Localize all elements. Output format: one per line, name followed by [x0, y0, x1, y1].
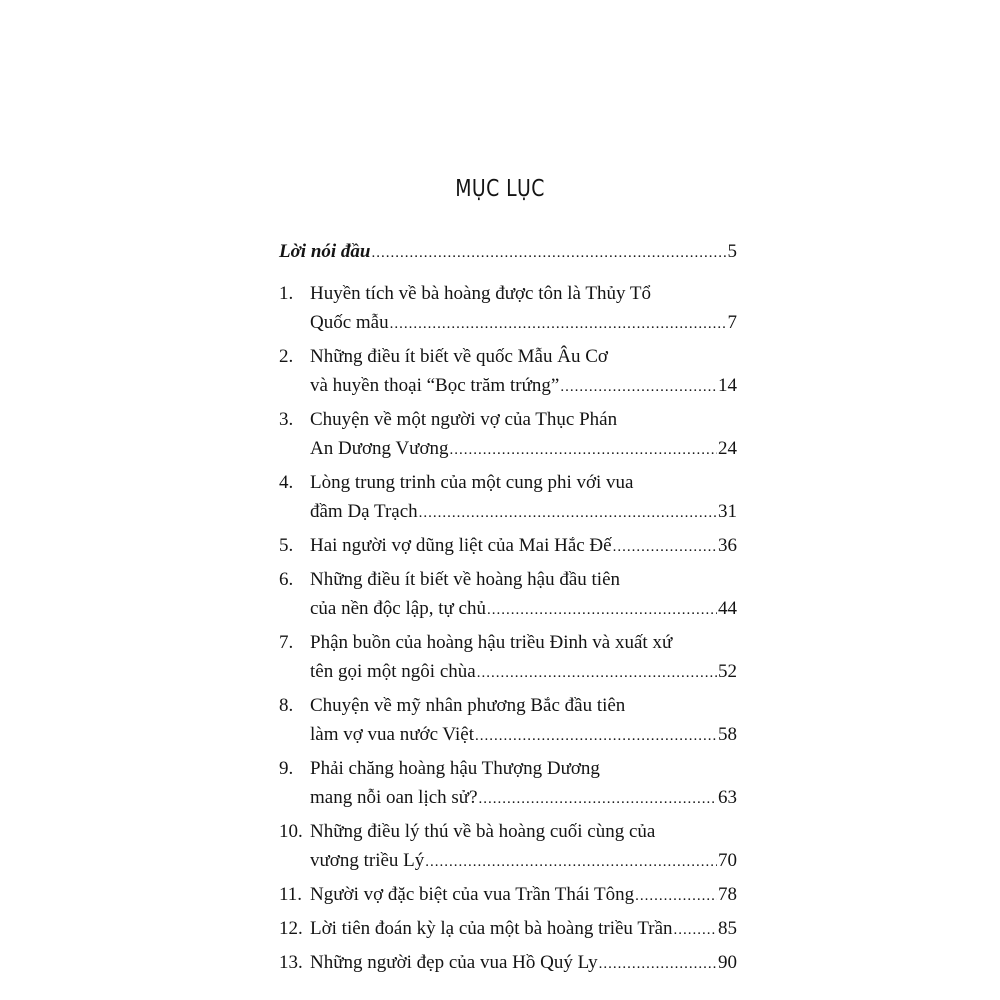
toc-entry-title-line2: An Dương Vương	[310, 438, 449, 459]
toc-page-number: 7	[727, 312, 737, 333]
toc-entry-title-line1: Lòng trung trinh của một cung phi với vua	[310, 472, 634, 493]
toc-entry-title: Người vợ đặc biệt của vua Trần Thái Tông	[310, 884, 635, 905]
toc-entry-title-line1: Huyền tích về bà hoàng được tôn là Thủy Tổ	[310, 283, 651, 304]
toc-entry-number: 1.	[279, 283, 294, 304]
toc-entry-title: Hai người vợ dũng liệt của Mai Hắc Đế	[310, 535, 612, 556]
toc-entry-number: 7.	[279, 632, 294, 653]
toc-page-number: 78	[718, 884, 737, 905]
dot-leader	[477, 659, 717, 688]
toc-entry-title-line2: và huyền thoại “Bọc trăm trứng”	[310, 375, 560, 396]
toc-entry-title: Lời tiên đoán kỳ lạ của một bà hoàng triều Trần	[310, 918, 673, 939]
dot-leader	[599, 950, 717, 979]
toc-entry-title-line2: đầm Dạ Trạch	[310, 501, 418, 522]
dot-leader	[479, 785, 717, 814]
toc-entry-title-line2: làm vợ vua nước Việt	[310, 724, 474, 745]
toc-entry-title: Những người đẹp của vua Hồ Quý Ly	[310, 952, 598, 973]
dot-leader	[635, 882, 717, 911]
toc-entry-number: 9.	[279, 758, 294, 779]
toc-page-number: 36	[718, 535, 737, 556]
toc-entry	[279, 691, 737, 749]
toc-entry	[279, 754, 737, 812]
toc-entry-number: 3.	[279, 409, 294, 430]
dot-leader	[419, 499, 717, 528]
toc-page-number: 44	[718, 598, 737, 619]
dot-leader	[475, 722, 717, 751]
toc-entry-number: 5.	[279, 535, 294, 556]
dot-leader	[560, 373, 717, 402]
toc-page-number: 85	[718, 918, 737, 939]
dot-leader	[613, 533, 717, 562]
toc-entry	[279, 565, 737, 623]
toc-entry	[279, 342, 737, 400]
toc-entry-title-line2: của nền độc lập, tự chủ	[310, 598, 486, 619]
toc-page-number: 63	[718, 787, 737, 808]
dot-leader	[450, 436, 717, 465]
toc-entry-title-line2: vương triều Lý	[310, 850, 425, 871]
table-of-contents	[279, 237, 737, 977]
toc-entry	[279, 405, 737, 463]
dot-leader	[425, 848, 717, 877]
dot-leader	[487, 596, 717, 625]
dot-leader	[390, 310, 727, 339]
toc-entry-number: 12.	[279, 918, 303, 939]
toc-entry-number: 6.	[279, 569, 294, 590]
toc-entry-title-line1: Phải chăng hoàng hậu Thượng Dương	[310, 758, 600, 779]
toc-entry-number: 2.	[279, 346, 294, 367]
toc-entry-number: 13.	[279, 952, 303, 973]
toc-page-number: 70	[718, 850, 737, 871]
page-title: MỤC LỤC	[455, 176, 545, 202]
toc-entry-number: 8.	[279, 695, 294, 716]
toc-entry-title-line1: Chuyện về mỹ nhân phương Bắc đầu tiên	[310, 695, 626, 716]
toc-page-number: 14	[718, 375, 737, 396]
toc-entry-preface	[279, 237, 737, 266]
toc-entry	[279, 817, 737, 875]
toc-page-number: 31	[718, 501, 737, 522]
toc-entry-title-line1: Những điều ít biết về quốc Mẫu Âu Cơ	[310, 346, 608, 367]
toc-page-number: 52	[718, 661, 737, 682]
toc-entry-number: 10.	[279, 821, 303, 842]
toc-page-number: 24	[718, 438, 737, 459]
toc-entry	[279, 468, 737, 526]
toc-page-number: 90	[718, 952, 737, 973]
toc-entry-title-line1: Những điều lý thú về bà hoàng cuối cùng của	[310, 821, 656, 842]
toc-entry	[279, 914, 737, 943]
toc-entry	[279, 880, 737, 909]
toc-entry	[279, 948, 737, 977]
dot-leader	[674, 916, 717, 945]
toc-page-number: 58	[718, 724, 737, 745]
toc-entry-title-line2: mang nỗi oan lịch sử?	[310, 787, 478, 808]
toc-entry	[279, 279, 737, 337]
toc-entry-title-line1: Những điều ít biết về hoàng hậu đầu tiên	[310, 569, 621, 590]
toc-entry	[279, 531, 737, 560]
toc-entry	[279, 628, 737, 686]
toc-page-number: 5	[727, 241, 737, 262]
toc-entry-title-line2: tên gọi một ngôi chùa	[310, 661, 476, 682]
toc-entry-label: Lời nói đầu	[279, 241, 371, 262]
toc-entry-number: 4.	[279, 472, 294, 493]
toc-entry-title-line1: Chuyện về một người vợ của Thục Phán	[310, 409, 618, 430]
toc-entry-title-line2: Quốc mẫu	[310, 312, 389, 333]
toc-entry-title-line1: Phận buồn của hoàng hậu triều Đinh và xuất xứ	[310, 632, 673, 653]
dot-leader	[372, 239, 727, 268]
toc-entry-number: 11.	[279, 884, 303, 905]
